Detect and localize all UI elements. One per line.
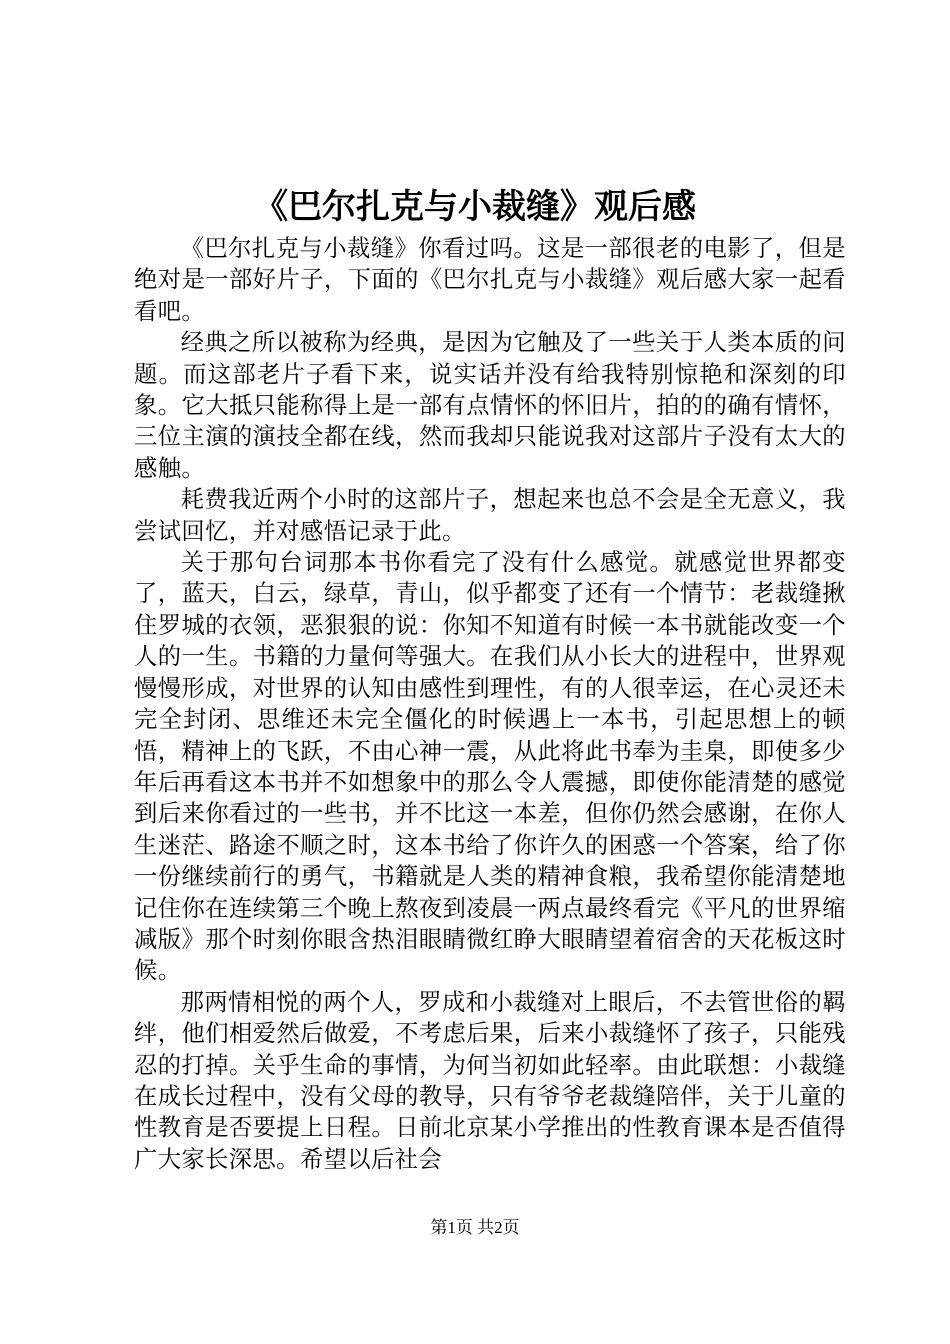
page-number-footer: 第1页 共2页 <box>430 1218 520 1237</box>
paragraph-5: 那两情相悦的两个人，罗成和小裁缝对上眼后，不去管世俗的羁绊，他们相爱然后做爱，不考虑后果，后来小裁缝怀了孩子，只能残忍的打掉。关乎生命的事情，为何当初如此轻率。由此联想：小裁缝在成长过程中，没有父母的教导，只有爷爷老裁缝陪伴，关于儿童的性教育是否要提上日程。日前北京某小学推出的性教育课本是否值得广大家长深思。希望以后社会 <box>134 988 846 1173</box>
paragraph-4: 关于那句台词那本书你看完了没有什么感觉。就感觉世界都变了，蓝天，白云，绿草，青山，似乎都变了还有一个情节：老裁缝揪住罗城的衣领，恶狠狠的说：你知不知道有时候一本书就能改变一个人的一生。书籍的力量何等强大。在我们从小长大的进程中，世界观慢慢形成，对世界的认知由感性到理性，有的人很幸运，在心灵还未完全封闭、思维还未完全僵化的时候遇上一本书，引起思想上的顿悟，精神上的飞跃，不由心神一震，从此将此书奉为圭臬，即使多少年后再看这本书并不如想象中的那么令人震撼，即使你能清楚的感觉到后来你看过的一些书，并不比这一本差，但你仍然会感谢，在你人生迷茫、路途不顺之时，这本书给了你许久的困惑一个答案，给了你一份继续前行的勇气，书籍就是人类的精神食粮，我希望你能清楚地记住你在连续第三个晚上熬夜到凌晨一两点最终看完《平凡的世界缩减版》那个时刻你眼含热泪眼睛微红睁大眼睛望着宿舍的天花板这时候。 <box>134 549 846 985</box>
paragraph-3: 耗费我近两个小时的这部片子，想起来也总不会是全无意义，我尝试回忆，并对感悟记录于此。 <box>134 486 846 545</box>
document-title: 《巴尔扎克与小裁缝》观后感 <box>254 187 696 227</box>
document-body <box>134 233 846 1175</box>
paragraph-1: 《巴尔扎克与小裁缝》你看过吗。这是一部很老的电影了，但是绝对是一部好片子，下面的《巴尔扎克与小裁缝》观后感大家一起看看吧。 <box>134 235 846 325</box>
paragraph-2: 经典之所以被称为经典，是因为它触及了一些关于人类本质的问题。而这部老片子看下来，说实话并没有给我特别惊艳和深刻的印象。它大抵只能称得上是一部有点情怀的怀旧片，拍的的确有情怀，三位主演的演技全都在线，然而我却只能说我对这部片子没有太大的感触。 <box>134 329 846 482</box>
